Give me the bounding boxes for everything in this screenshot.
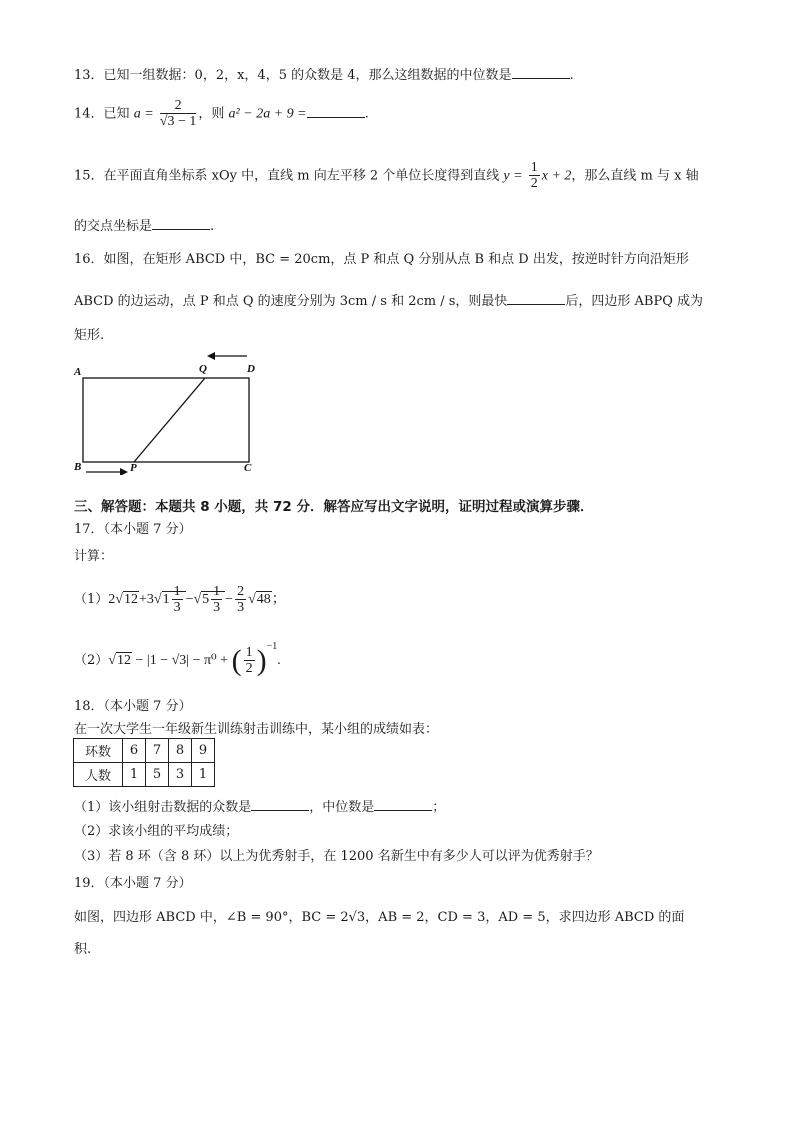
table-cell: 9 (192, 739, 215, 763)
q16-line2b: 后，四边形 ABPQ 成为 (565, 294, 704, 309)
q17-p1-frac2 (211, 584, 222, 616)
q17-p1-minus1: − (185, 592, 194, 608)
q18-sub2: （2）求该小组的平均成绩； (74, 824, 239, 839)
q15-text1: 在平面直角坐标系 xOy 中，直线 m 向左平移 2 个单位长度得到直线 (103, 168, 500, 184)
label-a: A (74, 366, 82, 378)
section-3-heading: 三、解答题：本题共 8 小题，共 72 分．解答应写出文字说明，证明过程或演算步骤． (74, 499, 594, 515)
q18-intro: 在一次大学生一年级新生训练射击训练中，某小组的成绩如表： (74, 722, 439, 737)
q14-end: . (364, 106, 369, 122)
table-row (74, 763, 215, 787)
rectangle-abcd (83, 378, 249, 462)
question-14 (74, 98, 369, 130)
q15-line2 (74, 215, 214, 234)
q15-end: . (210, 219, 215, 234)
q17-p1-whole2: 5 (202, 592, 210, 608)
q17-p1-frac1-den: 3 (173, 600, 181, 615)
q16-line2a: ABCD 的边运动，点 P 和点 Q 的速度分别为 3cm / s 和 2cm / s，则最快 (74, 294, 508, 309)
q18-median-blank (374, 798, 432, 811)
q14-expr: a² − 2a + 9 = (228, 106, 307, 122)
q13-end: . (569, 68, 574, 83)
q17-p2-rad: 12 (116, 653, 131, 669)
q18-header: 18．（本小题 7 分） (74, 699, 192, 714)
q17-intro: 计算： (74, 549, 114, 564)
q18-s1a: （1）该小组射击数据的众数是 (74, 800, 252, 815)
q18-s1b: ，中位数是 (309, 800, 375, 815)
question-13 (74, 64, 574, 83)
q15-line2-text: 的交点坐标是 (74, 219, 153, 234)
table-cell: 6 (123, 739, 146, 763)
table-cell: 3 (169, 763, 192, 787)
table-cell: 1 (192, 763, 215, 787)
q19-line2: 积. (74, 942, 92, 957)
q14-fraction (160, 98, 197, 130)
label-d: D (247, 363, 255, 375)
q18-sub3: （3）若 8 环（含 8 环）以上为优秀射手，在 1200 名新生中有多少人可以评为优秀射手？ (74, 849, 599, 864)
q17-p2-lparen: ( (231, 644, 242, 677)
q17-header: 17．（本小题 7 分） (74, 522, 192, 537)
table-cell: 5 (146, 763, 169, 787)
segment-pq (134, 378, 205, 462)
table-cell: 1 (123, 763, 146, 787)
q17-p2-end: . (277, 653, 281, 669)
q15-eq-rest: x + 2 (541, 168, 572, 184)
q17-p2-frac-den: 2 (245, 661, 253, 676)
q14-number: 14． (74, 106, 104, 122)
label-q: Q (199, 363, 207, 375)
q17-p2-label: （2） (74, 653, 109, 669)
q17-part2: （2）√12 − |1 − √3| − π⁰ + ( $\frac{1}{2}$ )$^{-1}$. (74, 640, 281, 677)
q13-number: 13． (74, 68, 104, 83)
q14-answer-blank (307, 105, 365, 118)
q17-p2-exp: −1 (266, 640, 278, 652)
q17-p2-frac-num: 1 (245, 645, 253, 660)
q18-mode-blank (251, 798, 309, 811)
q13-answer-blank (512, 66, 570, 79)
q15-fraction (529, 160, 540, 192)
q17-p1-frac1 (172, 584, 183, 616)
q17-p1-rad1: 12 (123, 592, 138, 608)
q19-line1: 如图，四边形 ABCD 中，∠B = 90°，BC = 2√3，AB = 2，CD = 3，AD = 5，求四边形 ABCD 的面 (74, 910, 685, 925)
question-15 (74, 160, 699, 192)
q14-pre: 已知 (103, 106, 130, 122)
q15-eq-y: y = (503, 168, 523, 184)
arrow-q-head (207, 352, 215, 360)
q17-p1-coef: 2 (108, 592, 116, 608)
q15-frac-den: 2 (530, 176, 538, 191)
q17-p2-minus: − (135, 653, 144, 669)
q16-answer-blank (507, 292, 565, 305)
q15-frac-num: 1 (530, 160, 538, 175)
q17-p1-end: ； (271, 592, 286, 608)
q19-header: 19．（本小题 7 分） (74, 876, 192, 891)
q17-p1-frac2-den: 3 (213, 600, 221, 615)
q13-text: 已知一组数据：0，2，x，4，5 的众数是 4，那么这组数据的中位数是 (103, 68, 512, 83)
q17-p1-frac3-num: 2 (237, 584, 245, 599)
q17-p1-frac3 (235, 584, 246, 616)
label-p: P (130, 462, 137, 474)
q14-frac-num: 2 (160, 98, 197, 114)
table-cell: 环数 (74, 739, 123, 763)
q17-p1-rad2 (162, 584, 186, 615)
label-b: B (74, 461, 82, 473)
q17-p1-frac1-num: 1 (173, 584, 181, 599)
q17-p1-whole1: 1 (162, 592, 170, 608)
q14-eq-lhs: a = (133, 106, 154, 122)
q17-p1-label: （1） (74, 592, 109, 608)
q17-p1-frac3-den: 3 (237, 600, 245, 615)
q17-p1-frac2-num: 1 (213, 584, 221, 599)
rectangle-figure (72, 350, 272, 475)
q17-p1-rad4: 48 (256, 592, 271, 608)
table-cell: 8 (169, 739, 192, 763)
q17-p1-rad3 (201, 584, 225, 615)
question-16 (74, 248, 689, 267)
q17-p2-frac (244, 645, 255, 677)
q15-number: 15． (74, 168, 104, 184)
q16-line3 (74, 324, 104, 343)
q17-p2-rparen: ) (256, 644, 267, 677)
q17-p2-pi: − π⁰ + (192, 653, 229, 669)
q17-p1-minus2: − (225, 592, 234, 608)
score-table (73, 738, 215, 787)
table-cell: 人数 (74, 763, 123, 787)
q14-frac-den: √3 − 1 (159, 114, 197, 129)
q15-text2: ，那么直线 m 与 x 轴 (571, 168, 699, 184)
q17-part1: （1）2√12+3√1 $\frac{1}{3}$ −√5 $\frac{1}{3}$ − $\frac{2}{3}$ √48； (74, 584, 286, 615)
q16-line3-text: 矩形. (74, 328, 105, 343)
q14-mid: ，则 (198, 106, 225, 122)
label-c: C (244, 462, 252, 474)
q16-number: 16． (74, 252, 104, 267)
q17-p1-plus: +3 (138, 592, 154, 608)
table-cell: 7 (146, 739, 169, 763)
q16-line1: 如图，在矩形 ABCD 中，BC = 20cm，点 P 和点 Q 分别从点 B 和点 D 出发，按逆时针方向沿矩形 (103, 252, 689, 267)
arrow-p-head (120, 468, 128, 475)
q17-p2-abs: 1 − √3 (149, 653, 187, 669)
q18-s1c: ； (432, 800, 446, 815)
q16-line2 (74, 290, 703, 309)
q15-answer-blank (152, 217, 210, 230)
table-row (74, 739, 215, 763)
q18-sub1 (74, 796, 445, 815)
